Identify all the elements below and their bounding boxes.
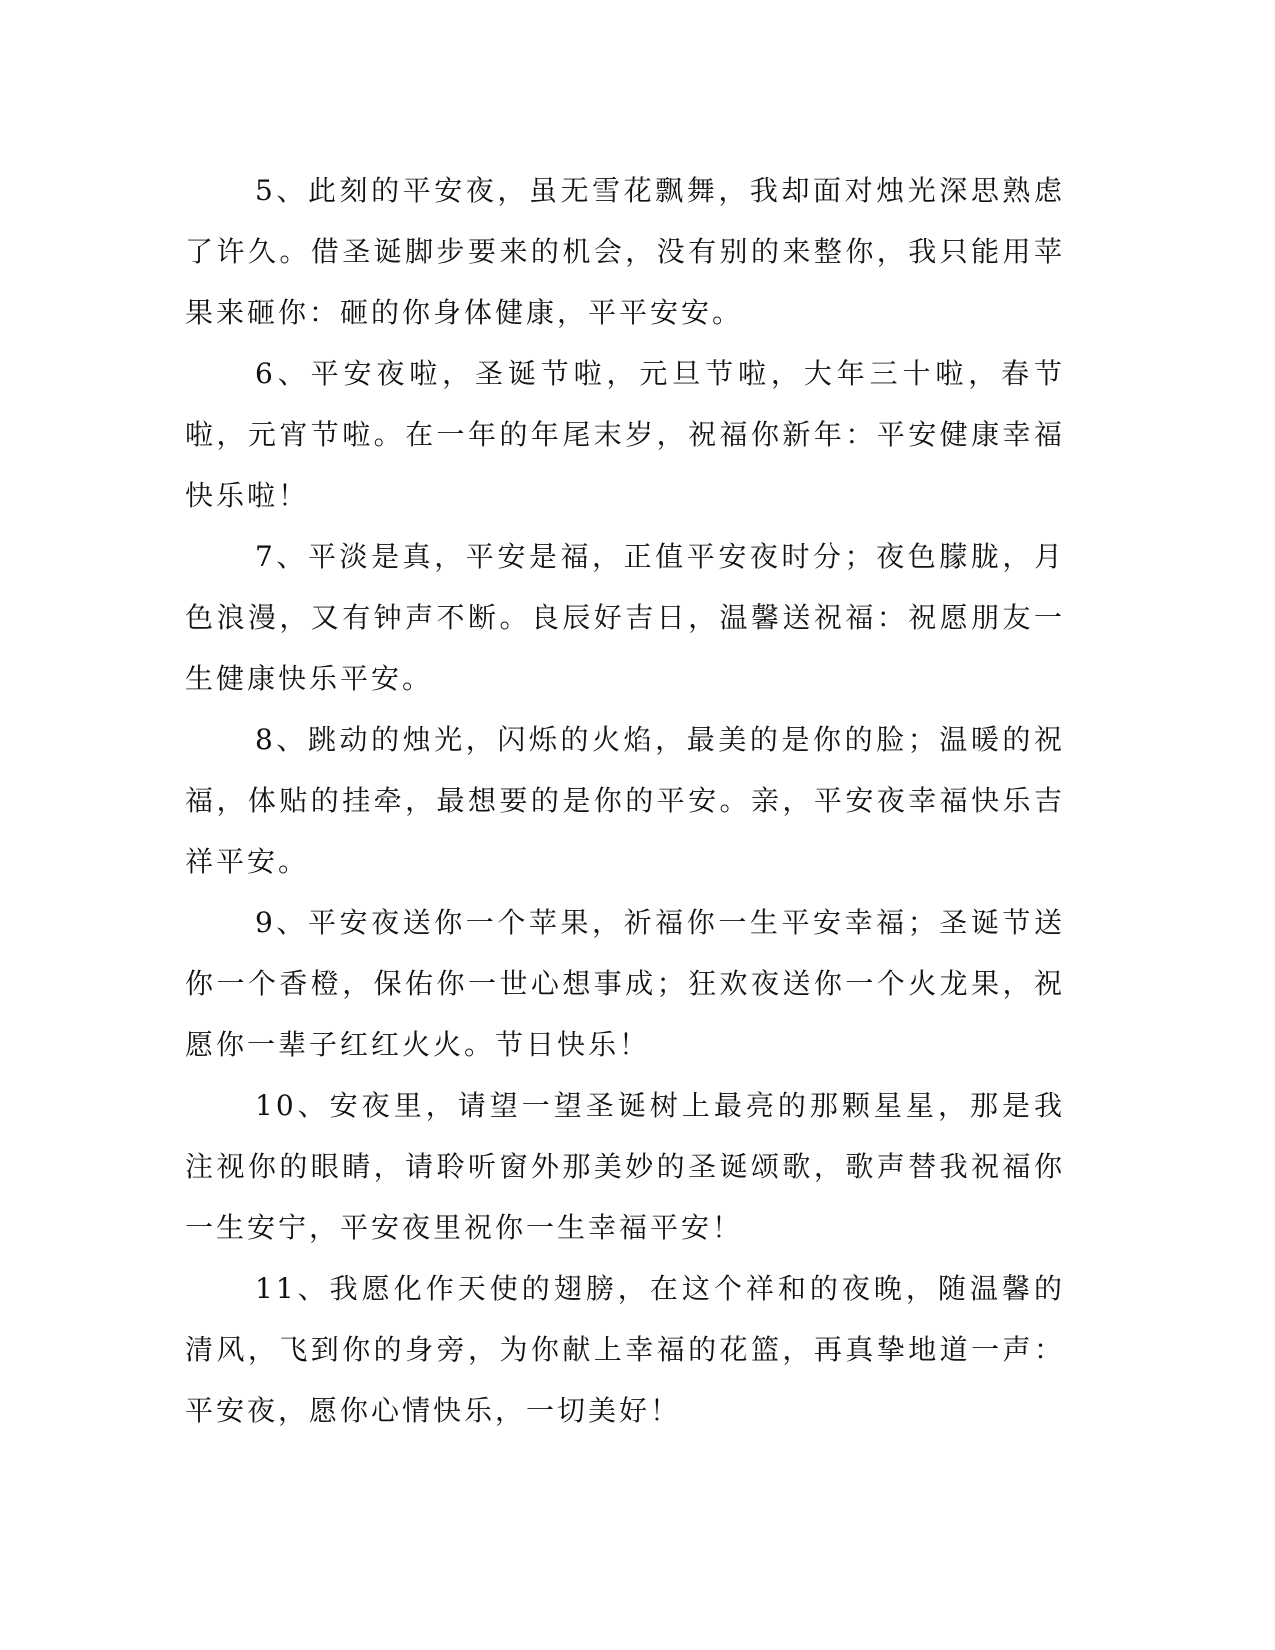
paragraph-7: 7、平淡是真，平安是福，正值平安夜时分；夜色朦胧，月色浪漫，又有钟声不断。良辰好吉日，温馨送祝福：祝愿朋友一生健康快乐平安。	[185, 540, 1065, 695]
paragraph-6: 6、平安夜啦，圣诞节啦，元旦节啦，大年三十啦，春节啦，元宵节啦。在一年的年尾末岁，祝福你新年：平安健康幸福快乐啦！	[185, 357, 1065, 512]
paragraph-10: 10、安夜里，请望一望圣诞树上最亮的那颗星星，那是我注视你的眼睛，请聆听窗外那美妙的圣诞颂歌，歌声替我祝福你一生安宁，平安夜里祝你一生幸福平安！	[185, 1089, 1065, 1244]
paragraph-8: 8、跳动的烛光，闪烁的火焰，最美的是你的脸；温暖的祝福，体贴的挂牵，最想要的是你的平安。亲，平安夜幸福快乐吉祥平安。	[185, 723, 1065, 878]
paragraph-5: 5、此刻的平安夜，虽无雪花飘舞，我却面对烛光深思熟虑了许久。借圣诞脚步要来的机会，没有别的来整你，我只能用苹果来砸你：砸的你身体健康，平平安安。	[185, 174, 1065, 329]
paragraph-11: 11、我愿化作天使的翅膀，在这个祥和的夜晚，随温馨的清风，飞到你的身旁，为你献上幸福的花篮，再真挚地道一声：平安夜，愿你心情快乐，一切美好！	[185, 1272, 1065, 1427]
document-body	[185, 160, 1065, 1441]
paragraph-9: 9、平安夜送你一个苹果，祈福你一生平安幸福；圣诞节送你一个香橙，保佑你一世心想事成；狂欢夜送你一个火龙果，祝愿你一辈子红红火火。节日快乐！	[185, 906, 1065, 1061]
